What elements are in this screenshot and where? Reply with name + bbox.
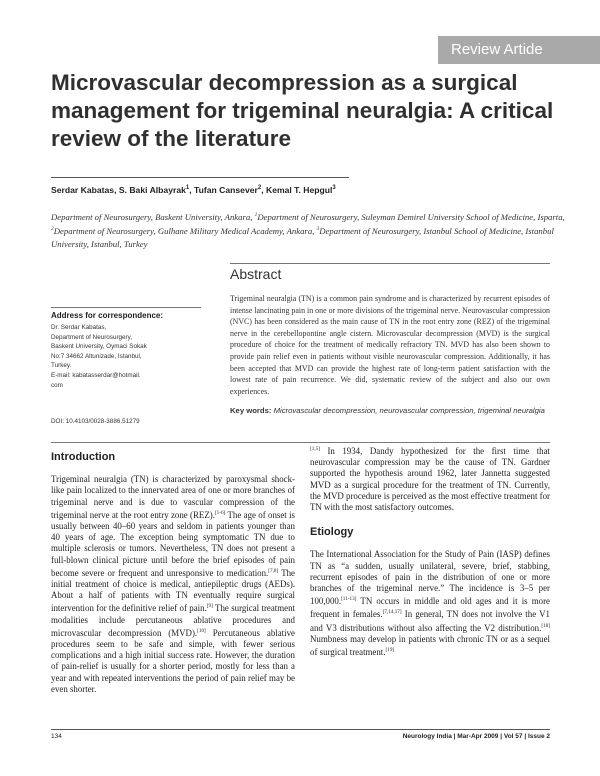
author-separator: ,: [114, 185, 119, 195]
citation: [10]: [197, 627, 206, 634]
body-text: Percutaneous ablative procedures seem to be safe and simple, with fewer serious complications and a high initial success rate. However, the duration of pain-relief is usually for a shorter period, mostly for less than a year and with repeated interventions the period of pain relief may be even shorter.: [51, 627, 295, 694]
body-text: The age of onset is usually between 40–60 years and seldom in patients younger than 40 years of age. The exception being symptomatic TN due to multiple sclerosis or tumors. Nevertheless, TN does not present a full-blown clinical picture until before the brief episodes of pain become severe or frequent and unresponsive to medication.: [51, 509, 296, 578]
section-heading-introduction: Introduction: [51, 451, 116, 463]
author-sup: 3: [332, 185, 336, 192]
body-text: TN occurs in middle and old ages and it is more frequent in females.: [310, 596, 550, 620]
citation: [19]: [385, 646, 395, 653]
doi: DOI: 10.4103/0028-3886.51279: [51, 418, 140, 425]
citation: [1,5]: [310, 446, 320, 452]
author-sup: 1: [185, 185, 190, 192]
body-text: The International Association for the Study of Pain (IASP) defines TN as “a sudden, usually unilateral, severe, brief, stabbing, recurrent episodes of pain in the distribution of one or more branches of the trigeminal nerve.” The incidence is 3–5 per 100,000.: [310, 549, 550, 607]
author-separator: ,: [261, 185, 266, 195]
author-name: Serdar Kabatas: [51, 185, 115, 195]
citation: [11-13]: [341, 596, 357, 603]
author-separator: ,: [189, 185, 195, 195]
body-text: The initial treatment of choice is medical, antiepileptic drugs (AEDs). About a half of patients with TN eventually require surgical intervention for the definitive relief of pain.: [51, 567, 295, 614]
affiliation-text: Department of Neurosurgery, Gulhane Military Medical Academy, Ankara,: [53, 226, 317, 237]
article-title: Microvascular decompression as a surgical management for trigeminal neuralgia: A critical review of the literature: [51, 70, 554, 151]
address-line: No:7 34662 Altunizade, Istanbul,: [51, 352, 142, 360]
abstract-text: Trigeminal neuralgia (TN) is a common pain syndrome and is characterized by recurrent episodes of intense lancinating pain in one or more divisions of the trigeminal nerve. Neurovascular compression (NVC) has been considered as the main cause of TN in the root entry zone (REZ) of the trigeminal nerve in the cerebellopontine angle cistern. Microvascular decompression (MVD) is the surgical procedure of choice for the treatment of medically refractory TN. MVD has also been shown to provide pain relief even in patients without visible neurovascular compression. Additionally, it has been accepted that MVD can provide the highest rate of long-term patient satisfaction with the lowest rate of pain recurrence. We did, systematic review of the subject and also our own experiences.: [230, 294, 550, 396]
address-line: Dr. Serdar Kabatas,: [51, 324, 107, 331]
citation: [7,8]: [268, 567, 279, 574]
body-column-right: [310, 444, 550, 658]
affiliation-text: Department of Neurosurgery, Baskent University, Ankara,: [51, 211, 255, 222]
affiliation-sup: 1: [254, 212, 258, 218]
affiliation-list: [51, 209, 566, 251]
footer-divider: [51, 729, 550, 730]
body-text: Trigeminal neuralgia (TN) is characterized by paroxysmal shock-like pain localized to the innervated area of one or more branches of trigeminal nerve and is due to vascular compression of the trigeminal nerve at the root entry zone (REZ).: [51, 474, 295, 520]
affiliation-sup: 2: [51, 226, 54, 233]
address-line: Baskent University, Oymaci Sokak: [51, 343, 147, 351]
email-line: com: [51, 381, 63, 389]
body-text: In 1934, Dandy hypothesized for the first time that neurovascular compression may be the cause of TN. Gardner supported the hypothesis around 1962, later Jannetta suggested MVD as a surgical procedure for the treatment of TN. Currently, the MVD procedure is perceived as the most effective treatment for TN with the most satisfactory outcomes.: [310, 445, 550, 512]
keywords-label: Key words:: [230, 406, 272, 415]
introduction-paragraph-continued: [310, 444, 550, 513]
citation: [9]: [206, 603, 213, 610]
article-type-tab: Review Artide: [438, 36, 600, 64]
address-line: Turkey.: [51, 362, 72, 370]
body-text: Numbness may develop in patients with chronic TN or as a sequel of surgical treatment.: [310, 633, 550, 657]
correspondence-divider: [51, 307, 201, 308]
correspondence-address: [51, 323, 203, 390]
citation: [7,14,17]: [382, 609, 402, 616]
etiology-paragraph: [310, 549, 550, 658]
introduction-paragraph: [51, 474, 295, 695]
author-list: [51, 185, 336, 195]
author-name: S. Baki Albayrak: [118, 185, 186, 195]
author-name: Tufan Cansever: [194, 185, 258, 195]
journal-citation: Neurology India | Mar-Apr 2009 | Vol 57 | Issue 2: [402, 733, 550, 740]
body-text: In general, TN does not involve the V1 and V3 distributions without also affecting the V2 distribution.: [310, 609, 550, 633]
body-divider: [51, 442, 550, 443]
keywords: [230, 405, 550, 416]
page-number: 134: [51, 733, 62, 740]
abstract-divider: [230, 263, 550, 264]
author-sup: 2: [257, 185, 262, 192]
email-line: E-mail: kabatasserdar@hotmail.: [51, 371, 141, 379]
body-column-left: [51, 452, 295, 695]
abstract-heading: Abstract: [230, 266, 282, 282]
address-line: Department of Neurosurgery,: [51, 333, 133, 341]
section-heading-etiology: Etiology: [310, 526, 354, 539]
body-text: The surgical treatment modalities include percutaneous ablative procedures and microvascular decompression (MVD).: [51, 603, 295, 638]
correspondence-heading: Address for correspondence:: [51, 311, 164, 320]
citation: [1-6]: [214, 509, 226, 516]
author-name: Kemal T. Hepgul: [265, 185, 333, 195]
title-divider: [51, 177, 349, 178]
affiliation-sup: 3: [316, 226, 320, 233]
affiliation-text: Department of Neurosurgery, Istanbul School of Medicine, Istanbul University, Istanbul, Turkey: [51, 226, 554, 249]
citation: [18]: [541, 622, 550, 629]
affiliation-text: Department of Neurosurgery, Suleyman Demirel University School of Medicine, Isparta,: [257, 211, 565, 222]
keywords-text: Microvascular decompression, neurovascular compression, trigeminal neuralgia: [273, 406, 545, 415]
